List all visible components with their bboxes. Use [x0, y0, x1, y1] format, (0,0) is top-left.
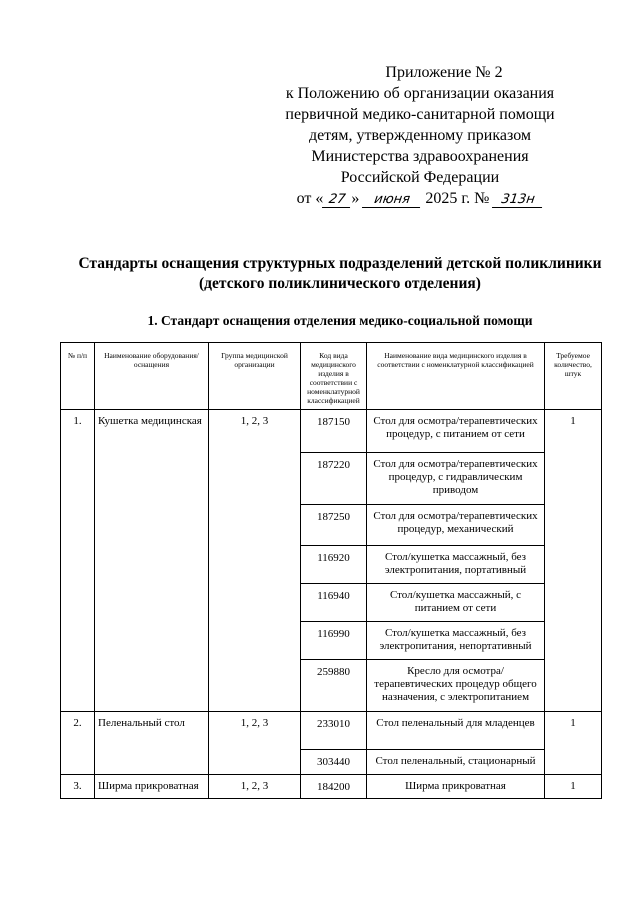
- header-number: № п/п: [61, 343, 95, 410]
- equipment-name: Кушетка медицинская: [95, 410, 209, 712]
- appendix-line-5: Российской Федерации: [340, 169, 500, 186]
- device-code: 116940: [301, 584, 367, 622]
- org-group: 1, 2, 3: [209, 712, 301, 775]
- date-year: 2025 г. №: [425, 190, 490, 207]
- header-code: Код вида медицинского изделия в соответствии с номенклатурной классификацией: [301, 343, 367, 410]
- equipment-table: [60, 342, 602, 799]
- handwritten-order-number: 313н: [492, 193, 544, 208]
- device-code: 116920: [301, 546, 367, 584]
- device-kind: Стол для осмотра/терапевтических процедур, с гидравлическим приводом: [367, 453, 545, 505]
- row-number: 2.: [61, 712, 95, 775]
- device-kind: Кресло для осмотра/терапевтических процедур общего назначения, с электропитанием: [367, 660, 545, 712]
- table-row: [61, 410, 602, 453]
- table-header-row: [61, 343, 602, 410]
- quantity: 1: [545, 775, 602, 799]
- title-line-2: (детского поликлинического отделения): [199, 275, 481, 292]
- device-kind: Стол пеленальный, стационарный: [367, 750, 545, 775]
- device-code: 187150: [301, 410, 367, 453]
- row-number: 1.: [61, 410, 95, 712]
- device-code: 187250: [301, 505, 367, 546]
- device-code: 184200: [301, 775, 367, 799]
- table-row: [61, 775, 602, 799]
- appendix-block: [260, 62, 580, 209]
- order-date-line: [260, 188, 580, 209]
- appendix-line-1: к Положению об организации оказания: [285, 85, 555, 102]
- device-code: 259880: [301, 660, 367, 712]
- handwritten-month: июня: [362, 193, 422, 208]
- table-row: [61, 712, 602, 750]
- document-title: [60, 254, 620, 294]
- device-code: 303440: [301, 750, 367, 775]
- device-code: 116990: [301, 622, 367, 660]
- appendix-line-2: первичной медико-санитарной помощи: [285, 106, 555, 123]
- org-group: 1, 2, 3: [209, 410, 301, 712]
- date-prefix: от «: [296, 190, 324, 207]
- device-kind: Стол для осмотра/терапевтических процедур, с питанием от сети: [367, 410, 545, 453]
- equipment-name: Пеленальный стол: [95, 712, 209, 775]
- handwritten-day: 27: [322, 193, 352, 208]
- appendix-line-3: детям, утвержденному приказом: [308, 127, 532, 144]
- device-code: 233010: [301, 712, 367, 750]
- quantity: 1: [545, 712, 602, 775]
- device-code: 187220: [301, 453, 367, 505]
- header-kind: Наименование вида медицинского изделия в соответствии с номенклатурной классификацией: [367, 343, 545, 410]
- org-group: 1, 2, 3: [209, 775, 301, 799]
- quantity: 1: [545, 410, 602, 712]
- equipment-name: Ширма прикроватная: [95, 775, 209, 799]
- title-line-1: Стандарты оснащения структурных подразделений детской поликлиники: [78, 255, 602, 272]
- header-quantity: Требуемое количество, штук: [545, 343, 602, 410]
- appendix-line-4: Министерства здравоохранения: [311, 148, 529, 165]
- device-kind: Ширма прикроватная: [367, 775, 545, 799]
- section-title: 1. Стандарт оснащения отделения медико-социальной помощи: [147, 313, 533, 328]
- device-kind: Стол/кушетка массажный, без электропитания, портативный: [367, 546, 545, 584]
- device-kind: Стол/кушетка массажный, с питанием от сети: [367, 584, 545, 622]
- device-kind: Стол/кушетка массажный, без электропитания, непортативный: [367, 622, 545, 660]
- date-quote-close: »: [351, 190, 360, 207]
- header-group: Группа медицинской организации: [209, 343, 301, 410]
- appendix-number: Приложение № 2: [385, 64, 503, 81]
- row-number: 3.: [61, 775, 95, 799]
- device-kind: Стол пеленальный для младенцев: [367, 712, 545, 750]
- device-kind: Стол для осмотра/терапевтических процедур, механический: [367, 505, 545, 546]
- header-equipment: Наименование оборудования/ оснащения: [95, 343, 209, 410]
